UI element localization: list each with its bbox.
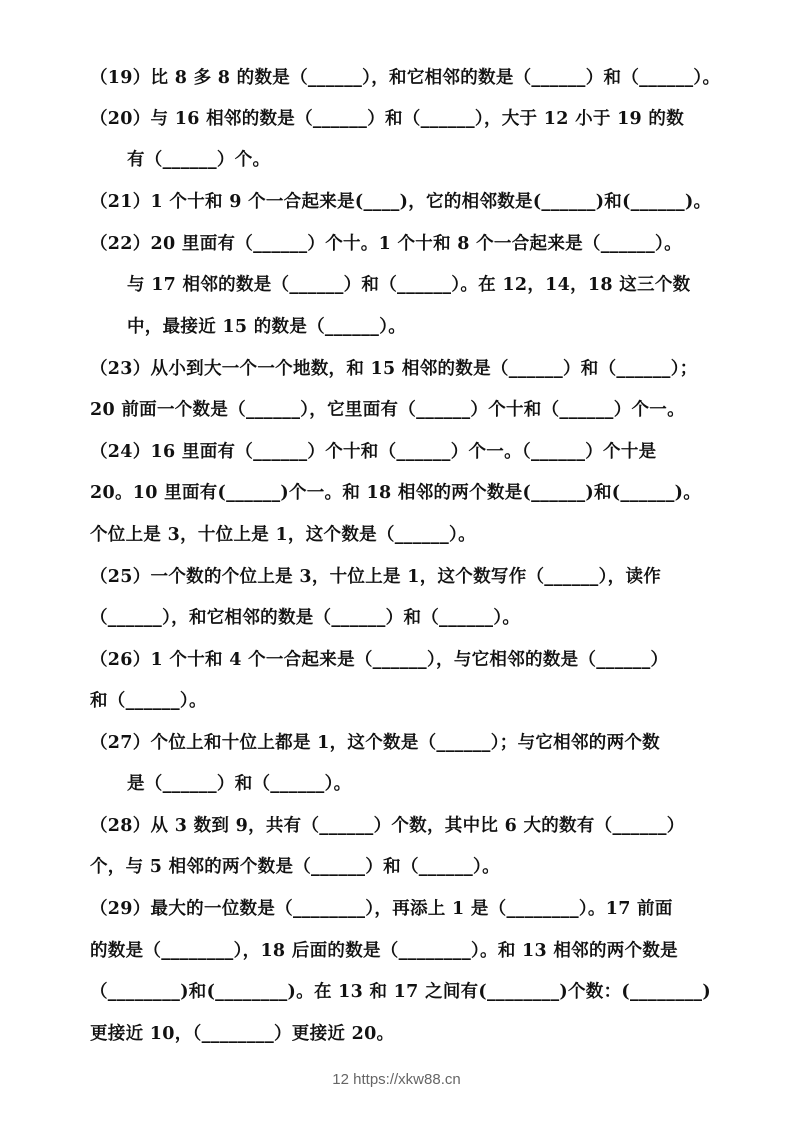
question-22-line-1: （22）20 里面有（______）个十。1 个十和 8 个一合起来是（______）。 (90, 234, 682, 254)
question-26-line-2: 和（______）。 (90, 691, 207, 711)
question-22-line-2: 与 17 相邻的数是（______）和（______）。在 12，14，18 这三个数 (127, 275, 691, 295)
question-23-line-1: （23）从小到大一个一个地数，和 15 相邻的数是（______）和（______）； (90, 359, 698, 379)
question-29-line-1: （29）最大的一位数是（________），再添上 1 是（________）。17 前面 (90, 899, 673, 919)
question-28-line-2: 个，与 5 相邻的两个数是（______）和（______）。 (90, 857, 500, 877)
question-24-line-2: 20。10 里面有(______)个一。和 18 相邻的两个数是(______)和(______)。 (90, 483, 702, 503)
question-23-line-2: 20 前面一个数是（______），它里面有（______）个十和（______）个一。 (90, 400, 685, 420)
question-26-line-1: （26）1 个十和 4 个一合起来是（______），与它相邻的数是（______） (90, 650, 669, 670)
question-28-line-1: （28）从 3 数到 9，共有（______）个数，其中比 6 大的数有（______） (90, 816, 685, 836)
question-21-line-1: （21）1 个十和 9 个一合起来是(____)，它的相邻数是(______)和(______)。 (90, 192, 712, 212)
question-25-line-2: （______），和它相邻的数是（______）和（______）。 (90, 608, 521, 628)
question-27-line-1: （27）个位上和十位上都是 1，这个数是（______）；与它相邻的两个数 (90, 733, 660, 753)
question-24-line-3: 个位上是 3，十位上是 1，这个数是（______）。 (90, 525, 476, 545)
page-footer: 12 https://xkw88.cn (332, 1071, 461, 1088)
question-24-line-1: （24）16 里面有（______）个十和（______）个一。（______）个十是 (90, 442, 657, 462)
question-29-line-4: 更接近 10，（________）更接近 20。 (90, 1024, 395, 1044)
question-27-line-2: 是（______）和（______）。 (127, 774, 352, 794)
question-19-line-1: （19）比 8 多 8 的数是（______），和它相邻的数是（______）和（______）。 (90, 68, 721, 88)
question-25-line-1: （25）一个数的个位上是 3，十位上是 1，这个数写作（______），读作 (90, 567, 662, 587)
question-20-line-1: （20）与 16 相邻的数是（______）和（______），大于 12 小于 19 的数 (90, 109, 685, 129)
question-20-line-2: 有（______）个。 (127, 150, 271, 170)
question-29-line-2: 的数是（________），18 后面的数是（________）。和 13 相邻的两个数是 (90, 941, 678, 961)
question-29-line-3: （________)和(________)。在 13 和 17 之间有(________)个数：(________) (90, 982, 711, 1002)
question-22-line-3: 中，最接近 15 的数是（______）。 (127, 317, 407, 337)
